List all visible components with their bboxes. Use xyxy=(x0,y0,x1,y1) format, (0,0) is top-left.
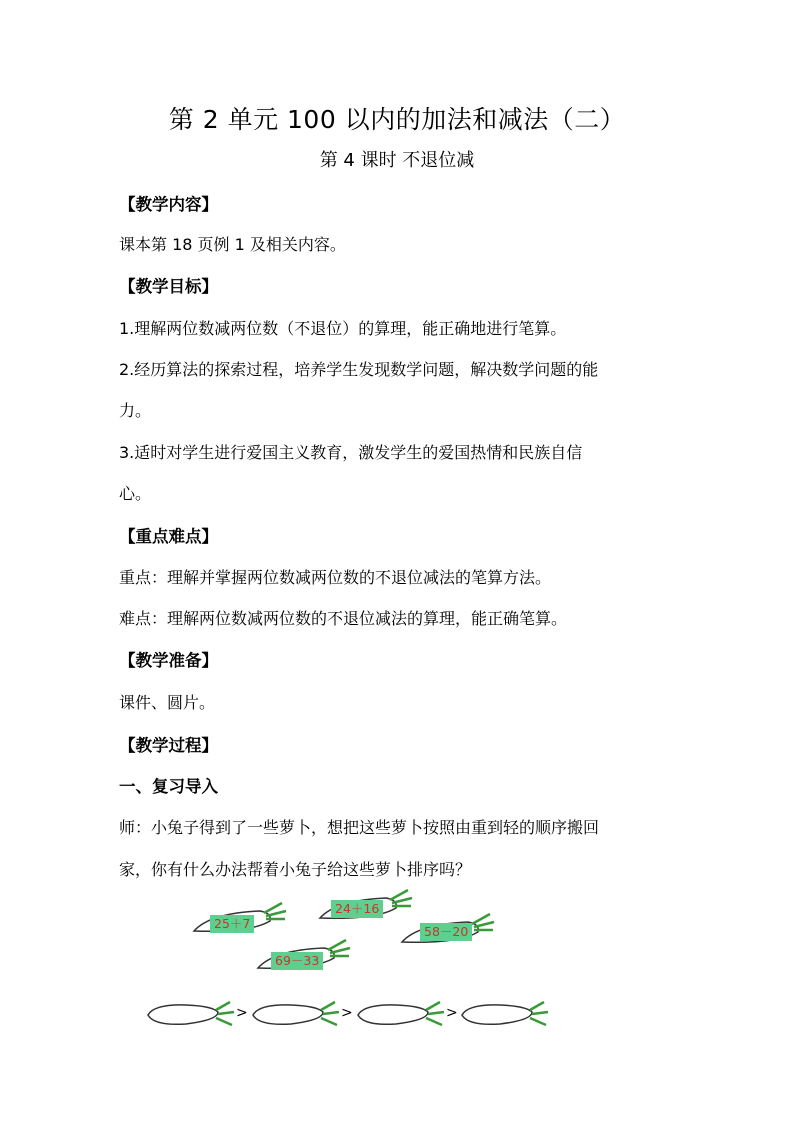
carrot-label-3: 58－20 xyxy=(420,923,472,941)
key-heading: 【重点难点】 xyxy=(119,527,218,546)
content-heading: 【教学内容】 xyxy=(119,195,218,214)
carrot-icon xyxy=(251,998,341,1032)
teacher-line-2: 家，你有什么办法帮着小兔子给这些萝卜排序吗？ xyxy=(119,860,472,879)
key-point: 重点：理解并掌握两位数减两位数的不退位减法的笔算方法。 xyxy=(119,568,552,587)
goal-2-line-1: 2.经历算法的探索过程，培养学生发现数学问题，解决数学问题的能 xyxy=(119,360,599,379)
goal-3-line-1: 3.适时对学生进行爱国主义教育，激发学生的爱国热情和民族自信 xyxy=(119,443,583,462)
carrot-icon xyxy=(146,998,236,1032)
difficult-point: 难点：理解两位数减两位数的不退位减法的算理，能正确笔算。 xyxy=(119,609,568,628)
unit-title: 第 2 单元 100 以内的加法和减法（二） xyxy=(168,105,626,134)
carrot-label-2: 24＋16 xyxy=(331,900,383,918)
carrot-label-4: 69－33 xyxy=(271,952,323,970)
greater-than-3: > xyxy=(446,1005,458,1021)
greater-than-2: > xyxy=(341,1005,353,1021)
carrot-icon xyxy=(460,998,550,1032)
greater-than-1: > xyxy=(236,1005,248,1021)
teacher-line-1: 师：小兔子得到了一些萝卜，想把这些萝卜按照由重到轻的顺序搬回 xyxy=(119,818,600,837)
prep-heading: 【教学准备】 xyxy=(119,651,218,670)
goal-1: 1.理解两位数减两位数（不退位）的算理，能正确地进行笔算。 xyxy=(119,319,567,338)
goal-3-line-2: 心。 xyxy=(119,484,152,503)
goal-2-line-2: 力。 xyxy=(119,401,152,420)
process-heading: 【教学过程】 xyxy=(119,736,218,755)
prep-text: 课件、圆片。 xyxy=(119,693,216,712)
step-1-heading: 一、复习导入 xyxy=(119,777,218,796)
carrot-label-1: 25＋7 xyxy=(210,915,254,933)
lesson-subtitle: 第 4 课时 不退位减 xyxy=(319,150,475,171)
goals-heading: 【教学目标】 xyxy=(119,277,218,296)
content-text: 课本第 18 页例 1 及相关内容。 xyxy=(119,235,346,254)
carrot-icon xyxy=(356,998,446,1032)
